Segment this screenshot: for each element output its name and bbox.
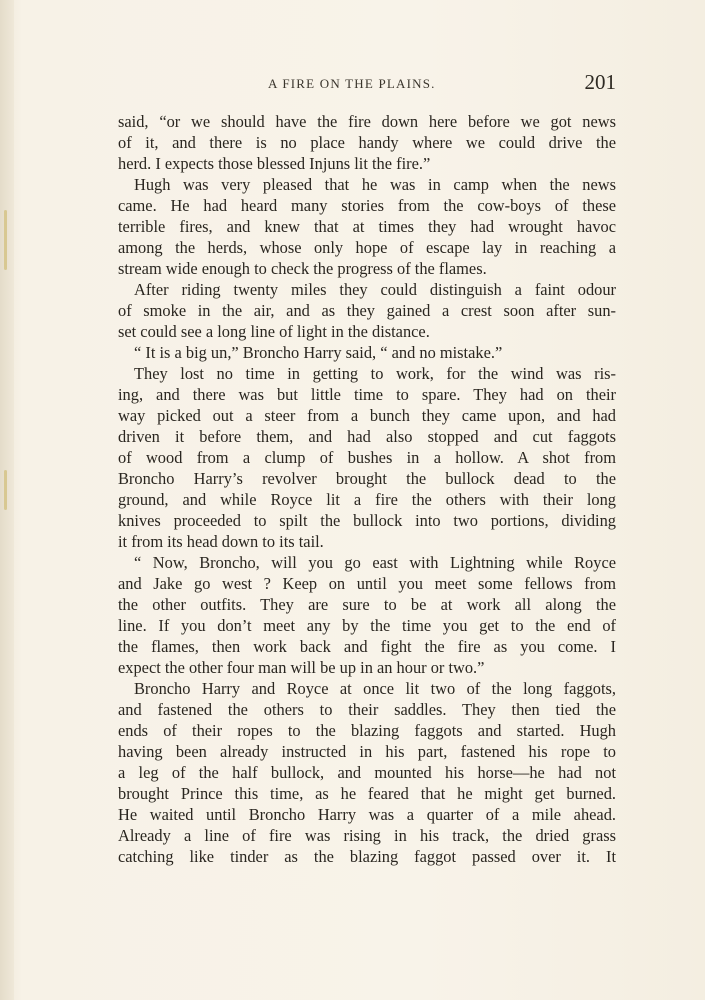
text-line: terrible fires, and knew that at times they had wrought havoc [118,217,616,236]
text-line: among the herds, whose only hope of escape lay in reaching a [118,238,616,257]
text-line: it from its head down to its tail. [118,532,324,551]
text-line: the other outfits. They are sure to be at work all along the [118,595,616,614]
text-line: the flames, then work back and fight the fire as you come. I [118,637,616,656]
page-gutter [0,0,14,1000]
text-line: Broncho Harry and Royce at once lit two of the long faggots, [134,679,616,698]
text-line: and Jake go west ? Keep on until you meet some fellows from [118,574,616,593]
text-line: expect the other four man will be up in an hour or two.” [118,658,485,677]
text-line: knives proceeded to spilt the bullock into two portions, dividing [118,511,616,530]
text-line: After riding twenty miles they could distinguish a faint odour [134,280,616,299]
text-line: “ Now, Broncho, will you go east with Lightning while Royce [134,553,616,572]
running-head: A FIRE ON THE PLAINS. [268,76,436,91]
text-line: Already a line of fire was rising in his track, the dried grass [118,826,616,845]
edge-stain [4,210,7,270]
edge-stain [4,470,7,510]
text-line: line. If you don’t meet any by the time you get to the end of [118,616,616,635]
text-line: way picked out a steer from a bunch they came upon, and had [118,406,616,425]
text-line: of smoke in the air, and as they gained a crest soon after sun- [118,301,616,320]
text-line: driven it before them, and had also stopped and cut faggots [118,427,616,446]
text-line: came. He had heard many stories from the cow-boys of these [118,196,616,215]
text-line: Broncho Harry’s revolver brought the bullock dead to the [118,469,616,488]
text-line: of it, and there is no place handy where we could drive the [118,133,616,152]
text-line: They lost no time in getting to work, for the wind was ris- [134,364,616,383]
text-line: ing, and there was but little time to spare. They had on their [118,385,616,404]
text-line: stream wide enough to check the progress of the flames. [118,259,487,278]
page-header [118,70,616,100]
body-text [118,111,616,867]
text-line: having been already instructed in his part, fastened his rope to [118,742,616,761]
text-line: Hugh was very pleased that he was in camp when the news [134,175,616,194]
text-line: ends of their ropes to the blazing faggots and started. Hugh [118,721,616,740]
text-line: of wood from a clump of bushes in a hollow. A shot from [118,448,616,467]
text-line: ground, and while Royce lit a fire the others with their long [118,490,616,509]
page-number: 201 [584,70,616,94]
text-line: brought Prince this time, as he feared that he might get burned. [118,784,616,803]
text-line: and fastened the others to their saddles. They then tied the [118,700,616,719]
text-line: set could see a long line of light in the distance. [118,322,430,341]
text-line: a leg of the half bullock, and mounted his horse—he had not [118,763,616,782]
text-line: said, “or we should have the fire down here before we got news [118,112,616,131]
text-line: herd. I expects those blessed Injuns lit the fire.” [118,154,431,173]
text-line: catching like tinder as the blazing faggot passed over it. It [118,847,616,866]
text-line: “ It is a big un,” Broncho Harry said, “ and no mistake.” [134,343,503,362]
text-line: He waited until Broncho Harry was a quarter of a mile ahead. [118,805,616,824]
